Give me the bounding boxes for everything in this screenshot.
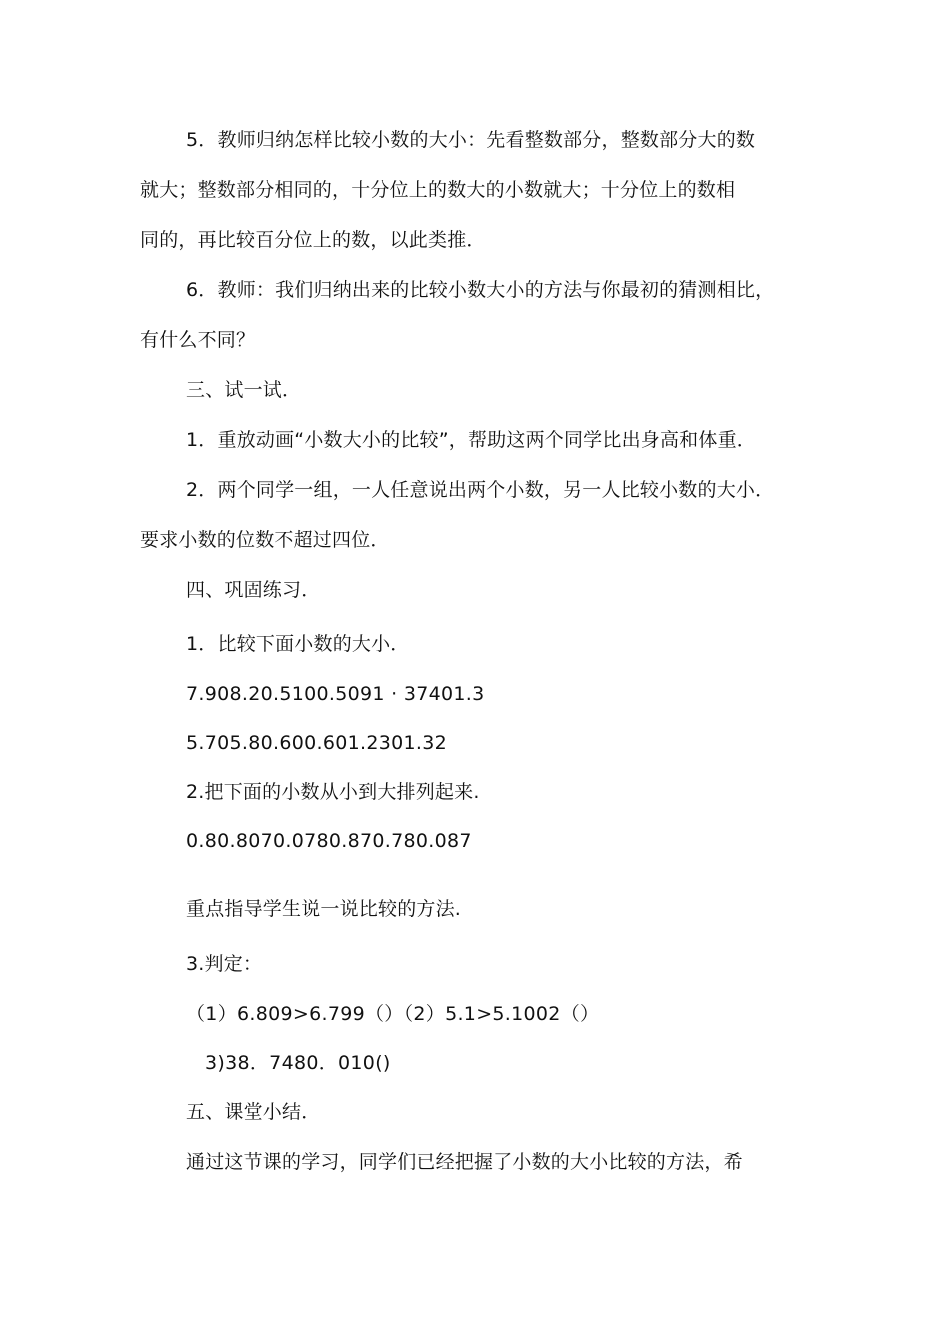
section-3-heading: 三、试一试． — [186, 379, 302, 401]
paragraph-6-line-1: 6．教师：我们归纳出来的比较小数大小的方法与你最初的猜测相比， — [186, 279, 775, 301]
section-4-heading: 四、巩固练习． — [186, 579, 321, 601]
paragraph-5-line-3: 同的，再比较百分位上的数，以此类推． — [140, 229, 486, 251]
exercise-3-item-3: 3)38．7480．010() — [205, 1052, 391, 1074]
try-item-1: 1．重放动画“小数大小的比较”，帮助这两个同学比出身高和体重． — [186, 429, 756, 451]
exercise-3-items-1-2: （1）6.809>6.799（）（2）5.1>5.1002（） — [186, 1003, 600, 1025]
exercise-3-heading: 3.判定： — [186, 953, 263, 975]
exercise-1-row-2: 5.705.80.600.601.2301.32 — [186, 732, 448, 754]
section-5-heading: 五、课堂小结． — [186, 1101, 321, 1123]
summary-line-1: 通过这节课的学习，同学们已经把握了小数的大小比较的方法，希 — [186, 1151, 743, 1173]
exercise-2-heading: 2.把下面的小数从小到大排列起来. — [186, 781, 480, 803]
paragraph-6-line-2: 有什么不同？ — [140, 329, 256, 351]
guidance-note: 重点指导学生说一说比较的方法. — [186, 898, 462, 920]
paragraph-5-line-1: 5．教师归纳怎样比较小数的大小：先看整数部分，整数部分大的数 — [186, 129, 756, 151]
exercise-1-row-1: 7.908.20.5100.5091 · 37401.3 — [186, 683, 485, 705]
paragraph-5-line-2: 就大；整数部分相同的，十分位上的数大的小数就大；十分位上的数相 — [140, 179, 736, 201]
try-item-2-line-1: 2．两个同学一组，一人任意说出两个小数，另一人比较小数的大小． — [186, 479, 775, 501]
exercise-2-numbers: 0.80.8070.0780.870.780.087 — [186, 830, 472, 852]
exercise-1-heading: 1．比较下面小数的大小． — [186, 633, 410, 655]
try-item-2-line-2: 要求小数的位数不超过四位． — [140, 529, 390, 551]
